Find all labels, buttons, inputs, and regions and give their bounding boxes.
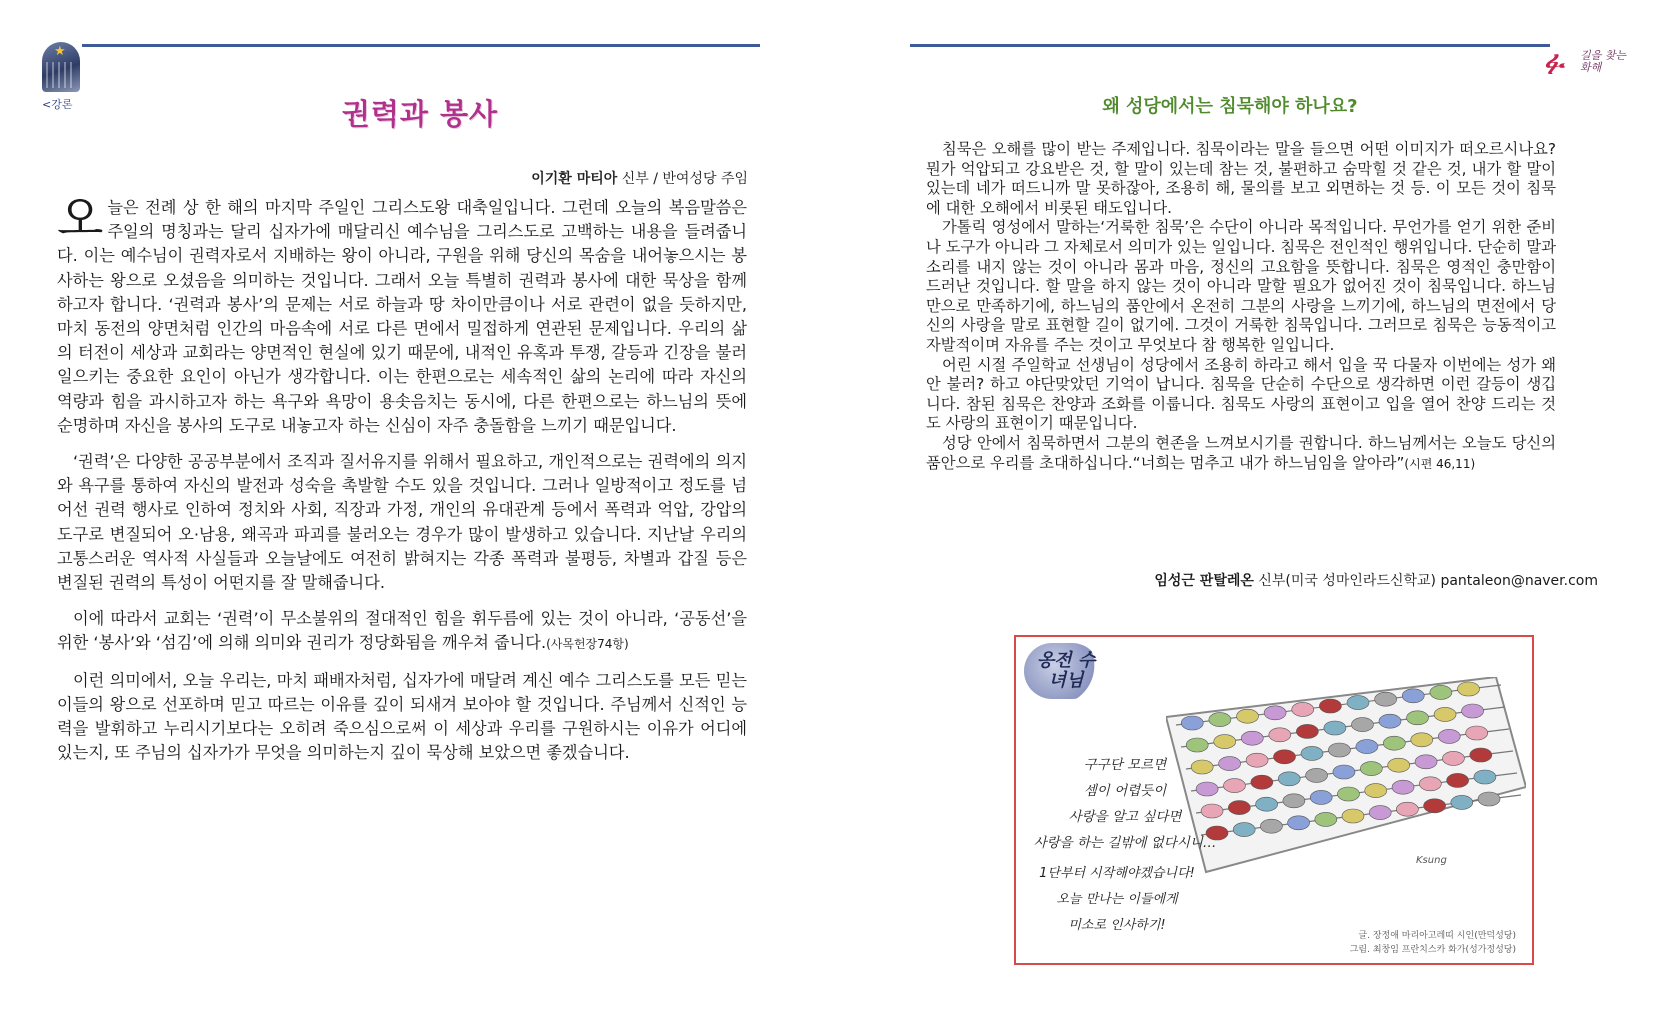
author-name: 임성근 판탈레온 (1154, 573, 1254, 589)
abacus-bead (1347, 696, 1369, 710)
cartoon-credits (1350, 929, 1516, 957)
abacus-bead (1310, 790, 1332, 804)
cartoon-poem (1030, 752, 1220, 856)
abacus-bead (1466, 726, 1488, 740)
logo-text: 길을 찾는 화해 (1580, 49, 1627, 74)
poem-line: 사랑을 알고 싶다면 (1068, 809, 1182, 825)
homily-body (57, 191, 748, 777)
abacus-bead (1356, 740, 1378, 754)
poem-line: 미소로 인사하기! (1068, 918, 1166, 933)
paragraph: 성당 안에서 침묵하면서 그분의 현존을 느껴보시기를 권합니다. 하느님께서는 오늘도 당신의 품안으로 우리를 초대하십니다.“너희는 멈추고 내가 하느님임을 알아라”(시편 46,11) (926, 433, 1556, 472)
abacus-bead (1256, 797, 1278, 811)
abacus-icon (1166, 677, 1526, 877)
abacus-bead (1301, 746, 1323, 760)
credit-line: 그림. 최창임 프란치스카 화가(성가정성당) (1349, 945, 1516, 955)
church-emblem-icon: ★ (42, 42, 82, 100)
abacus-bead (1447, 773, 1469, 787)
abacus-bead (1324, 721, 1346, 735)
column-title: 왜 성당에서는 침묵해야 하나요? (1102, 96, 1358, 117)
abacus-bead (1458, 682, 1480, 696)
abacus-bead (1415, 755, 1437, 769)
article-title: 권력과 봉사 (341, 97, 499, 131)
author-byline (1154, 570, 1598, 590)
abacus-bead (1474, 770, 1496, 784)
abacus-bead (1392, 780, 1414, 794)
poem-line: 사랑을 하는 길밖에 없다시니… (1033, 835, 1217, 851)
author-byline (531, 168, 748, 188)
abacus-bead (1478, 792, 1500, 806)
abacus-bead (1288, 816, 1310, 830)
abacus-bead (1214, 735, 1236, 749)
poem-line: 1단부터 시작해야겠습니다! (1039, 866, 1195, 881)
abacus-bead (1251, 775, 1273, 789)
abacus-bead (1360, 762, 1382, 776)
abacus-bead (1319, 699, 1341, 713)
abacus-bead (1438, 729, 1460, 743)
paragraph: 어린 시절 주일학교 선생님이 성당에서 조용히 하라고 해서 입을 꾹 다물자 이번에는 성가 왜 안 불러? 하고 야단맞았던 기억이 납니다. 침묵을 단순히 수단으로 생각하면 이런 갈등이 생깁니다. 참된 침묵은 찬양과 조화를 이룹니다. 침묵도 사랑의 표현이고 입을 열어 찬양 드리는 것도 사랑의 표현이기 때문입니다. (926, 355, 1556, 433)
abacus-bead (1283, 794, 1305, 808)
abacus-bead (1186, 738, 1208, 752)
abacus-bead (1264, 706, 1286, 720)
abacus-bead (1181, 716, 1203, 730)
abacus-bead (1402, 689, 1424, 703)
abacus-bead (1315, 812, 1337, 826)
abacus-bead (1292, 702, 1314, 716)
abacus-bead (1369, 806, 1391, 820)
abacus-bead (1337, 787, 1359, 801)
citation: (사목헌장74항) (546, 637, 629, 652)
paragraph: 이런 의미에서, 오늘 우리는, 마치 패배자처럼, 십자가에 매달려 계신 예수 그리스도를 모든 믿는 이들의 왕으로 선포하며 믿고 따르는 이유를 깊이 되새겨 보아야 할 것입니다. 주님께서 신적인 능력을 발휘하고 누리시기보다는 오히려 죽으심으로써 이 세상과 우리를 구원하시는 이유가 어디에 있는지, 또 주님의 십자가가 무엇을 의미하는지 깊이 묵상해 보았으면 좋겠습니다. (57, 670, 748, 763)
column-body (926, 140, 1556, 474)
author-role: 신부(미국 성마인라드신학교) pantaleon@naver.com (1253, 573, 1598, 589)
abacus-bead (1396, 802, 1418, 816)
paragraph: ‘권력’은 다양한 공공부분에서 조직과 질서유지를 위해서 필요하고, 개인적으로는 권력에의 의지와 욕구를 통하여 자신의 발전과 성숙을 촉발할 수도 있을 것입니다. 그러나 일방적이고 정도를 넘어선 권력 행사로 인하여 정치와 사회, 직장과 가정, 개인의 유대관계 등에서 폭력과 억압, 강압의 도구로 변질되어 오·남용, 왜곡과 파괴를 불러오는 경우가 많이 발생하고 있습니다. 지난날 우리의 고통스러운 역사적 사실들과 오늘날에도 여전히 밝혀지는 각종 폭력과 불평등, 차별과 갑질 등은 변질된 권력의 특성이 어떤지를 잘 말해줍니다. (57, 452, 747, 593)
abacus-bead (1430, 685, 1452, 699)
paragraph: 가톨릭 영성에서 말하는‘거룩한 침묵’은 수단이 아니라 목적입니다. 무언가를 얻기 위한 준비나 도구가 아니라 그 자체로서 의미가 있는 일입니다. 침묵은 전인적인 행위입니다. 단순히 말과 소리를 내지 않는 것이 아니라 몸과 마음, 정신의 고요함을 뜻합니다. 침묵은 영적인 충만함이 드러난 것입니다. 할 말을 하지 않는 것이 아니라 말할 필요가 없어진 것이 침묵입니다. 하느님만으로 만족하기에, 하느님의 품안에서 온전히 그분의 사랑을 느끼기에, 하느님의 면전에서 당신의 사랑을 말로 표현할 길이 없기에. 그것이 거룩한 침묵입니다. 그러므로 침묵은 능동적이고 자발적이며 자유를 주는 것이고 무엇보다 참 행복한 일입니다. (926, 218, 1556, 354)
abacus-bead (1223, 779, 1245, 793)
abacus-bead (1233, 823, 1255, 837)
citation: (시편 46,11) (1404, 456, 1476, 471)
abacus-bead (1219, 757, 1241, 771)
poem-line: 구구단 모르면 (1083, 757, 1167, 773)
abacus-bead (1434, 707, 1456, 721)
abacus-bead (1246, 753, 1268, 767)
abacus-bead (1209, 713, 1231, 727)
abacus-bead (1351, 718, 1373, 732)
abacus-bead (1365, 784, 1387, 798)
artist-signature: Ksung (1416, 855, 1447, 866)
abacus-bead (1388, 758, 1410, 772)
abacus-bead (1328, 743, 1350, 757)
abacus-bead (1278, 772, 1300, 786)
abacus-bead (1451, 795, 1473, 809)
cartoon-title: 옹전 수녀님 (1024, 643, 1100, 699)
drop-cap: 오 (57, 191, 104, 247)
abacus-bead (1296, 724, 1318, 738)
abacus-bead (1228, 801, 1250, 815)
header-rule (82, 44, 760, 47)
abacus-bead (1462, 704, 1484, 718)
left-page (40, 40, 760, 1000)
right-page (910, 40, 1640, 1000)
abacus-bead (1383, 736, 1405, 750)
section-label: <강론 (42, 98, 73, 111)
abacus-bead (1342, 809, 1364, 823)
paragraph: 침묵은 오해를 많이 받는 주제입니다. 침묵이라는 말을 들으면 어떤 이미지가 떠오르시나요? 뭔가 억압되고 강요받은 것, 할 말이 있는데 참는 것, 불편하고 숨막힐 것 같은 것, 내가 할 말이 있는데 네가 떠드니까 말 못하잖아, 조용히 해, 물의를 보고 외면하는 것 등. 이 모든 것이 침묵에 대한 오해에서 비롯된 태도입니다. (926, 140, 1556, 217)
paragraph: 오늘은 전례 상 한 해의 마지막 주일인 그리스도왕 대축일입니다. 그런데 오늘의 복음말씀은 주일의 명칭과는 달리 십자가에 매달리신 예수님을 그리스도로 고백하는 내용을 들려줍니다. 이는 예수님이 권력자로서 지배하는 왕이 아니라, 구원을 위해 당신의 목숨을 내어놓으시는 봉사하는 왕으로 오셨음을 의미하는 것입니다. 그래서 오늘 특별히 권력과 봉사에 대한 묵상을 함께 하고자 합니다. ‘권력과 봉사’의 문제는 서로 하늘과 땅 차이만큼이나 서로 관련이 없을 듯하지만, 마치 동전의 양면처럼 인간의 마음속에 서로 다른 면에서 밀접하게 연관된 문제입니다. 우리의 삶의 터전이 세상과 교회라는 양면적인 현실에 있기 때문에, 내적인 유혹과 투쟁, 갈등과 긴장을 불러일으키는 중요한 요인이 아닌가 생각합니다. 이는 한편으로는 세속적인 삶의 논리에 따라 자신의 역량과 힘을 과시하고자 하는 욕구와 욕망이 용솟음치는 동시에, 다른 한편으로는 하느님의 뜻에 순명하며 자신을 봉사의 도구로 내놓고자 하는 신심이 자주 충돌함을 느끼기 때문입니다. (57, 191, 747, 435)
abacus-bead (1237, 709, 1259, 723)
abacus-bead (1424, 799, 1446, 813)
abacus-bead (1407, 711, 1429, 725)
abacus-bead (1470, 748, 1492, 762)
paragraph: 이에 따라서 교회는 ‘권력’이 무소불위의 절대적인 힘을 휘두름에 있는 것이 아니라, ‘공동선’을 위한 ‘봉사’와 ‘섬김’에 의해 의미와 권리가 정당화됨을 깨우쳐 줍니다.(사목헌장74항) (57, 609, 747, 653)
abacus-bead (1375, 692, 1397, 706)
abacus-bead (1269, 728, 1291, 742)
abacus-bead (1306, 768, 1328, 782)
poem-line: 오늘 만나는 이들에게 (1056, 892, 1178, 907)
author-role: 신부 / 반여성당 주임 (617, 171, 748, 187)
credit-line: 글. 장정애 마리아고레띠 시인(만덕성당) (1358, 931, 1516, 941)
column-logo-icon: ፉ 길을 찾는 화해 (1540, 40, 1640, 86)
abacus-bead (1260, 819, 1282, 833)
cartoon-illustration (1014, 635, 1534, 965)
cartoon-caption (1022, 861, 1212, 939)
abacus-bead (1411, 733, 1433, 747)
author-name: 이기환 마티아 (531, 171, 618, 187)
poem-line: 셈이 어렵듯이 (1083, 783, 1167, 799)
abacus-bead (1274, 750, 1296, 764)
header-rule (910, 44, 1550, 47)
abacus-bead (1419, 777, 1441, 791)
abacus-bead (1442, 751, 1464, 765)
abacus-bead (1379, 714, 1401, 728)
abacus-bead (1333, 765, 1355, 779)
abacus-bead (1241, 731, 1263, 745)
